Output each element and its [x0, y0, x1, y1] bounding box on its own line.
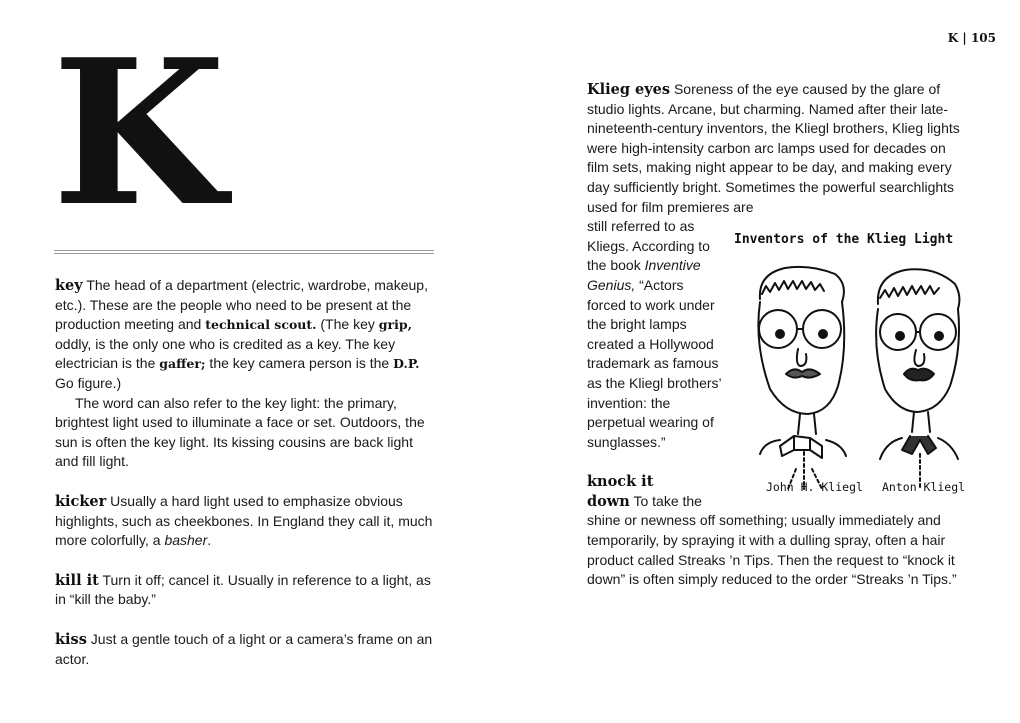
caricature-drawing — [730, 254, 975, 504]
caption-john-kliegl: John H. Kliegl — [766, 480, 863, 494]
cross-reference: technical scout. — [205, 317, 317, 333]
cross-reference: grip, — [378, 317, 412, 333]
entry-knock-it-down: knock it down To take the shine or newness off something; usually immediately and temporarily, by spraying it with a dulling spray, often a hair product called Streaks ’n Tips. Then the request to “knock it down” is often simply reduced to the order “Streaks ’n Tips.” — [587, 473, 957, 588]
entry-kicker: kicker Usually a hard light used to emphasize obvious highlights, such as cheekbones. In England they call it, much more colorfully, a basher. — [55, 492, 433, 549]
section-letter: K — [52, 16, 226, 251]
cross-reference: gaffer; — [159, 356, 206, 372]
cross-reference: D.P. — [393, 356, 420, 372]
entry-key: key The head of a department (electric, wardrobe, makeup, etc.). These are the people who need to be present at the production meeting and technical scout. (The key grip, oddly, is the only one who is credited as a key. The key electrician is the gaffer; the key camera person is the D.P. Go figure.) The word can also refer to the key light: the primary, brightest light used to illuminate a face or set. Outdoors, the sun is often the key light. Its kissing cousins are back light and fill light. — [55, 276, 435, 472]
left-column — [55, 276, 435, 689]
entry-paragraph: The word can also refer to the key light: the primary, brightest light used to illuminate a face or set. Outdoors, the sun is often the key light. Its kissing cousins are back light and fill light. — [55, 394, 425, 470]
entry-term: knock it — [587, 473, 654, 491]
entry-term: kill it — [55, 571, 99, 589]
illustration-title: Inventors of the Klieg Light — [734, 232, 954, 247]
entry-term: Klieg eyes — [587, 81, 671, 98]
page-number-header: K | 105 — [947, 31, 996, 45]
kliegl-brothers-illustration — [730, 228, 975, 503]
entry-term: down — [587, 492, 630, 510]
entry-term: kiss — [55, 630, 87, 648]
entry-kiss: kiss Just a gentle touch of a light or a camera’s frame on an actor. — [55, 630, 433, 667]
entry-term: kicker — [55, 492, 107, 510]
caption-anton-kliegl: Anton Kliegl — [882, 480, 966, 494]
entry-term: key — [55, 277, 83, 294]
entry-klieg-eyes: Klieg eyes Soreness of the eye caused by the glare of studio lights. Arcane, but charming. Named after their late-nineteenth-century inventors, the Kliegl brothers, Klieg lights were high-intensity carbon arc lamps used for decades on film sets, making night appear to be day, and making every day sufficiently bright. Sometimes the powerful searchlights used for film premieres are still referred to as Kliegs. According to the book Inventive Genius, “Actors forced to work under the bright lamps created a Hollywood trademark as famous as the Kliegl brothers’ invention: the perpetual wearing of sunglasses.” — [587, 81, 960, 450]
entry-kill-it: kill it Turn it off; cancel it. Usually in reference to a light, as in “kill the baby.” — [55, 571, 431, 608]
section-divider — [54, 250, 434, 254]
